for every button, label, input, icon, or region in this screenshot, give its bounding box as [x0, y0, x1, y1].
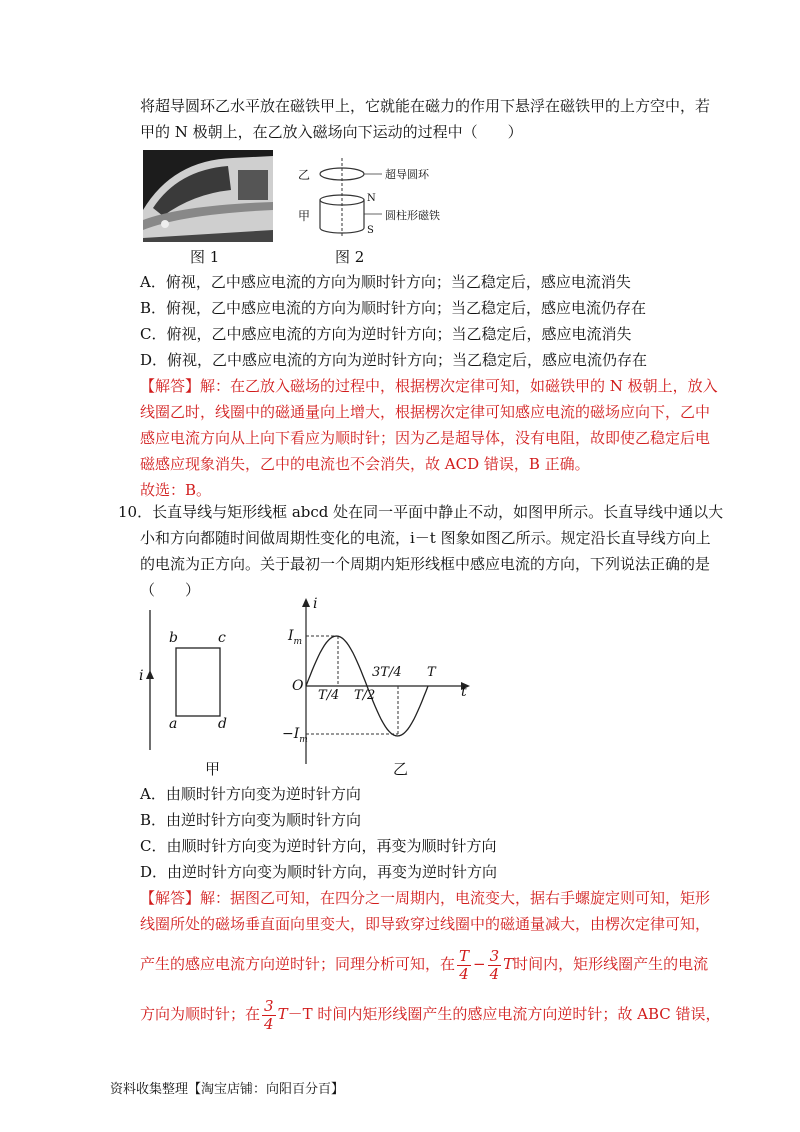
fig2-caption: 图 2	[335, 248, 365, 266]
q10-answer-line2: 线圈所处的磁场垂直面向里变大，即导致穿过线圈中的磁通量减大，由楞次定律可知，	[140, 915, 711, 933]
fig2-label-magnet: 圆柱形磁铁	[385, 209, 440, 222]
q10-option-a: A．由顺时针方向变为逆时针方向	[140, 785, 361, 803]
fig-yi-label-i: i	[313, 596, 318, 612]
q10-stem-line3: 的电流为正方向。关于最初一个周期内矩形线框中感应电流的方向，下列说法正确的是	[140, 555, 711, 573]
fig-yi-label-t2: T/2	[354, 688, 376, 703]
fig-yi-label-t: T	[427, 665, 436, 680]
q9-answer-line5: 故选：B。	[140, 481, 212, 499]
q10-answer-line1: 【解答】解：据图乙可知，在四分之一周期内，电流变大，据右手螺旋定则可知，矩形	[140, 889, 711, 907]
q9-option-a: A．俯视，乙中感应电流的方向为顺时针方向；当乙稳定后，感应电流消失	[140, 273, 631, 291]
q9-answer-line4: 磁感应现象消失，乙中的电流也不会消失，故 ACD 错误，B 正确。	[140, 455, 590, 473]
wire-loop-diagram	[130, 604, 250, 754]
current-time-graph	[280, 596, 480, 766]
fig-yi-label-t4: T/4	[318, 688, 340, 703]
q10-answer-line3: 产生的感应电流方向逆时针；同理分析可知，在 $\frac{T}{4}$ − $\frac{3}{4}$ T时间内，矩形线圈产生的电流	[140, 946, 709, 983]
fig-jia-label-c: c	[218, 630, 226, 646]
page-footer: 资料收集整理【淘宝店铺：向阳百分百】	[110, 1082, 345, 1097]
fig-jia-label-a: a	[169, 716, 178, 732]
fraction-t-over-4: $\frac{T}{4}$	[459, 946, 470, 983]
q9-option-c: C．俯视，乙中感应电流的方向为逆时针方向；当乙稳定后，感应电流消失	[140, 325, 632, 343]
q10-option-d: D．由逆时针方向变为顺时针方向，再变为逆时针方向	[140, 863, 498, 881]
magnet-ring-diagram	[292, 158, 472, 240]
fig2-label-yi: 乙	[298, 168, 311, 182]
fig-yi-label-time: t	[461, 684, 467, 700]
q9-answer-line3: 感应电流方向从上向下看应为顺时针；因为乙是超导体，没有电阻，故即使乙稳定后电	[140, 429, 711, 447]
fig-yi-label-origin: O	[292, 678, 304, 694]
q9-option-d: D．俯视，乙中感应电流的方向为逆时针方向；当乙稳定后，感应电流仍存在	[140, 351, 648, 369]
q10-option-c: C．由顺时针方向变为逆时针方向，再变为顺时针方向	[140, 837, 497, 855]
q10-answer-line4: 方向为顺时针；在 $\frac{3}{4}$ T－T 时间内矩形线圈产生的感应电流方向逆时针；故 ABC 错误，	[140, 996, 721, 1033]
q9-stem-line1: 将超导圆环乙水平放在磁铁甲上，它就能在磁力的作用下悬浮在磁铁甲的上方空中，若	[140, 97, 711, 115]
fraction-3-over-4: $\frac{3}{4}$	[489, 946, 500, 983]
q10-stem-line1: 10．长直导线与矩形线框 abcd 处在同一平面中静止不动，如图甲所示。长直导线中通以大	[118, 503, 724, 521]
fig-jia-label-i: i	[139, 668, 144, 684]
fig2-label-n: N	[367, 193, 376, 204]
fig2-label-s: S	[367, 225, 374, 236]
fig-yi-label-im: $I_m$	[288, 628, 303, 647]
q9-stem-line2: 甲的 N 极朝上，在乙放入磁场向下运动的过程中（ ）	[140, 123, 523, 141]
q9-answer-line2: 线圈乙时，线圈中的磁通量向上增大，根据楞次定律可知感应电流的磁场应向下，乙中	[140, 403, 711, 421]
fig2-label-ring: 超导圆环	[385, 168, 429, 181]
fig-jia-caption: 甲	[205, 760, 221, 778]
fig-yi-label-3t4: 3T/4	[372, 665, 402, 680]
q10-stem-line4: （ ）	[140, 581, 201, 599]
fig-yi-caption: 乙	[393, 760, 409, 778]
q9-option-b: B．俯视，乙中感应电流的方向为顺时针方向；当乙稳定后，感应电流仍存在	[140, 299, 647, 317]
fig-jia-label-b: b	[169, 630, 178, 646]
q10-option-b: B．由逆时针方向变为顺时针方向	[140, 811, 362, 829]
q10-stem-line2: 小和方向都随时间做周期性变化的电流，i－t 图象如图乙所示。规定沿长直导线方向上	[140, 529, 711, 547]
fig1-caption: 图 1	[190, 248, 220, 266]
fig-yi-label-neg-im: $-I_m$	[282, 726, 308, 745]
fig2-label-jia: 甲	[298, 209, 311, 223]
fig-jia-label-d: d	[218, 716, 227, 732]
fraction-3-over-4-b: $\frac{3}{4}$	[264, 996, 274, 1033]
q9-answer-line1: 【解答】解：在乙放入磁场的过程中，根据楞次定律可知，如磁铁甲的 N 极朝上，放入	[140, 377, 718, 395]
train-photo	[143, 150, 273, 242]
